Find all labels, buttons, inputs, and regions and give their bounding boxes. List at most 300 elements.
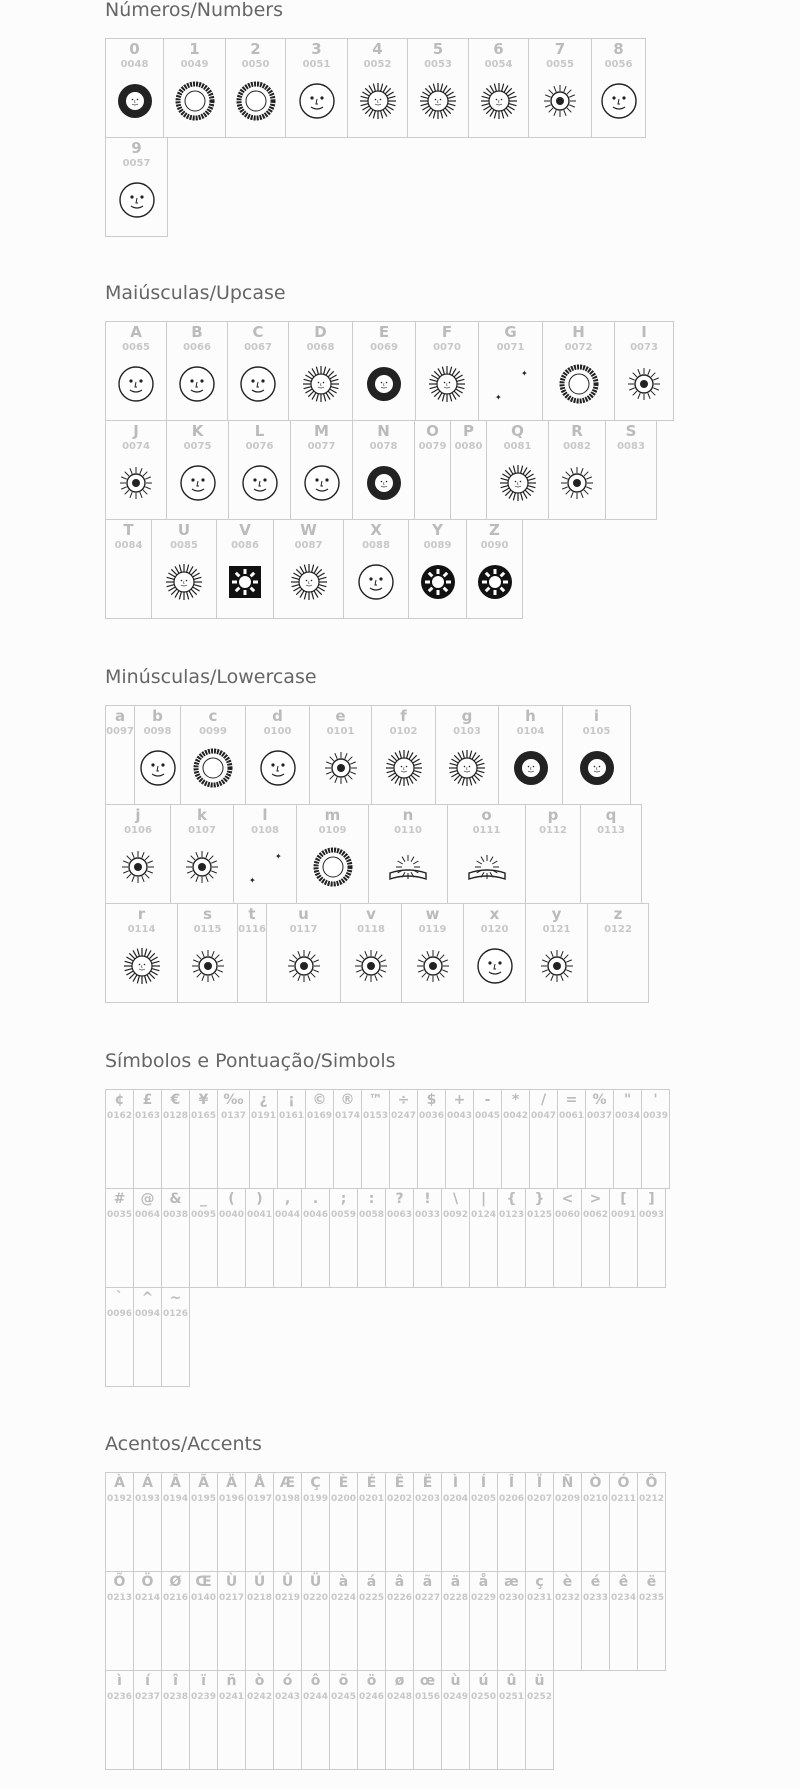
glyph-cell [469,1472,498,1572]
glyph-code: 0057 [122,158,151,169]
glyph-character: * [511,1092,520,1108]
glyph-cell [161,1188,190,1288]
svg-text:✦: ✦ [494,393,502,402]
glyph-cell [309,705,372,805]
sun-with-banner-icon [467,847,507,887]
glyph-cell [441,1670,470,1770]
glyph-character: _ [200,1191,207,1207]
glyph-cell [413,1472,442,1572]
glyph-character: ú [478,1673,489,1689]
glyph-grid [105,1089,669,1386]
glyph-code: 0075 [183,441,212,452]
glyph-character: á [366,1574,377,1590]
glyph-cell [417,1089,446,1189]
glyph-cell [245,1670,274,1770]
glyph-cell [290,420,353,520]
glyph-cell [357,1670,386,1770]
glyph-character: ë [646,1574,657,1590]
sad-moon-face-icon [238,364,278,404]
glyph-cell [237,903,267,1003]
glyph-cell [180,705,246,805]
glyph-character: \ [452,1191,459,1207]
glyph-cell [227,321,289,421]
glyph-character: â [394,1574,405,1590]
glyph-character: © [312,1092,327,1108]
glyph-character: I [641,323,647,341]
glyph-row [105,1670,665,1769]
glyph-character: ' [653,1092,658,1108]
glyph-cell [273,1472,302,1572]
wild-sun-face-icon [122,946,162,986]
glyph-code: 0049 [180,59,209,70]
glyph-character: Ø [169,1574,182,1590]
glyph-cell [525,1188,554,1288]
glyph-cell [340,903,402,1003]
glyph-character: é [590,1574,601,1590]
glyph-character: e [335,707,346,725]
glyph-character: Í [480,1475,487,1491]
section-title: Acentos/Accents [105,1433,262,1455]
glyph-code: 0191 [250,1111,277,1121]
glyph-code: 0066 [183,342,211,353]
glyph-code: 0235 [638,1593,665,1603]
glyph-code: 0233 [582,1593,609,1603]
crescent-moon-face-icon [598,946,638,986]
glyph-character: 9 [131,139,142,157]
glyph-character: ø [394,1673,405,1689]
glyph-character: D [314,323,327,341]
glyph-character: U [177,521,191,539]
glyph-character: ` [116,1290,123,1306]
dark-disc-face-icon [364,364,404,404]
glyph-code: 0217 [218,1593,245,1603]
glyph-cell [385,1472,414,1572]
glyph-character: c [208,707,218,725]
glyph-code: 0230 [498,1593,525,1603]
crescent-moon-stars-icon [245,847,285,887]
glyph-cell [245,1188,274,1288]
glyph-cell [105,137,168,237]
glyph-cell [329,1571,358,1671]
glyph-cell [301,1472,330,1572]
glyph-character: Æ [279,1475,296,1491]
glyph-code: 0123 [498,1210,525,1220]
glyph-code: 0153 [362,1111,389,1121]
glyph-character: B [191,323,203,341]
glyph-cell [473,1089,502,1189]
moon-face-icon [356,562,396,602]
glyph-code: 0093 [638,1210,665,1220]
sun-face-dark-disc-icon [115,81,155,121]
glyph-character: ñ [226,1673,237,1689]
spiky-sun-icon [479,81,519,121]
glyph-cell [501,1089,530,1189]
rayed-sun-face-icon [164,562,204,602]
glyph-cell [189,1089,218,1189]
glyph-character: ç [535,1574,544,1590]
glyph-character: Å [254,1475,265,1491]
glyph-code: 0124 [470,1210,497,1220]
glyph-character: è [562,1574,573,1590]
glyph-cell [161,1670,190,1770]
glyph-grid [105,38,645,236]
glyph-code: 0080 [454,441,483,452]
glyph-cell [450,420,487,520]
glyph-character: Z [489,521,500,539]
glyph-code: 0204 [442,1494,469,1504]
glyph-character: l [262,806,268,824]
glyph-character: 0 [129,40,140,58]
glyph-code: 0219 [274,1593,301,1603]
glyph-code: 0038 [162,1210,189,1220]
glyph-character: o [481,806,492,824]
glyph-cell [445,1089,474,1189]
glyph-character: X [370,521,382,539]
glyph-code: 0244 [302,1692,329,1702]
crescent-moon-figure-icon [591,847,631,887]
glyph-cell [609,1571,638,1671]
glyph-cell [557,1089,586,1189]
glyph-character: ^ [141,1290,154,1306]
glyph-cell [605,420,657,520]
glyph-code: 0095 [190,1210,217,1220]
crescent-moon-icon [611,463,651,503]
glyph-code: 0085 [170,540,198,551]
section-title: Minúsculas/Lowercase [105,666,317,688]
glyph-character: w [425,905,440,923]
moon-face-icon [116,364,156,404]
glyph-code: 0033 [414,1210,441,1220]
glyph-character: È [338,1475,349,1491]
glyph-grid [105,321,673,618]
glyph-character: T [123,521,134,539]
glyph-cell [285,38,348,138]
glyph-code: 0050 [241,59,270,70]
glyph-character: 8 [613,40,624,58]
glyph-code: 0241 [218,1692,245,1702]
glyph-code: 0212 [638,1494,665,1504]
glyph-code: 0041 [246,1210,273,1220]
glyph-code: 0231 [526,1593,553,1603]
glyph-character: K [191,422,204,440]
glyph-code: 0193 [134,1494,161,1504]
glyph-code: 0076 [245,441,274,452]
glyph-character: Õ [113,1574,126,1590]
glyph-row [105,38,645,137]
glyph-code: 0034 [614,1111,641,1121]
glyph-cell [641,1089,670,1189]
glyph-cell [581,1188,610,1288]
glyph-character: h [525,707,536,725]
glyph-character: î [173,1673,178,1689]
glyph-cell [296,804,369,904]
glyph-code: 0198 [274,1494,301,1504]
glyph-cell [189,1188,218,1288]
glyph-code: 0197 [246,1494,273,1504]
black-sun-disc-icon [418,562,458,602]
glyph-cell [528,38,592,138]
glyph-cell [581,1571,610,1671]
glyph-code: 0109 [318,825,347,836]
glyph-character: 4 [372,40,383,58]
glyph-character: Œ [195,1574,212,1590]
glyph-code: 0137 [220,1111,247,1121]
glyph-cell [591,38,646,138]
section-title: Maiúsculas/Upcase [105,282,286,304]
glyph-code: 0203 [414,1494,441,1504]
glyph-code: 0047 [530,1111,557,1121]
glyph-code: 0218 [246,1593,273,1603]
glyph-code: 0058 [358,1210,385,1220]
glyph-cell [133,1287,162,1387]
glyph-cell [105,420,167,520]
small-sun-icon [557,463,597,503]
glyph-character: | [480,1191,487,1207]
glyph-code: 0051 [302,59,331,70]
glyph-code: 0224 [330,1593,357,1603]
glyph-cell [525,1670,554,1770]
svg-text:✦: ✦ [249,876,256,885]
glyph-cell [133,1472,162,1572]
glyph-cell [525,804,581,904]
glyph-code: 0126 [162,1309,189,1319]
svg-text:✦: ✦ [520,369,528,378]
glyph-character: Y [432,521,443,539]
glyph-character: ô [310,1673,321,1689]
glyph-character: ¡ [288,1092,295,1108]
sun-with-banner-icon [388,847,428,887]
glyph-character: 7 [554,40,566,58]
glyph-code: 0059 [330,1210,357,1220]
moon-face-icon [178,463,218,503]
dotted-ring-sun-icon [175,81,215,121]
glyph-character: Ñ [561,1475,574,1491]
glyph-cell [228,420,291,520]
glyph-code: 0162 [106,1111,133,1121]
glyph-cell [361,1089,390,1189]
glyph-code: 0084 [114,540,143,551]
glyph-cell [105,1287,134,1387]
glyph-character: ? [395,1191,404,1207]
section-title: Números/Numbers [105,0,283,21]
glyph-cell [562,705,631,805]
sun-in-black-square-icon [225,562,265,602]
rayed-sun-face-icon [301,364,341,404]
glyph-code: 0103 [453,726,481,737]
glyph-code: 0040 [218,1210,245,1220]
glyph-cell [105,519,152,619]
glyph-character: = [565,1092,578,1108]
glyph-code: 0226 [386,1593,413,1603]
glyph-code: 0069 [370,342,398,353]
glyph-character: ï [201,1673,206,1689]
glyph-cell [151,519,217,619]
glyph-cell [401,903,464,1003]
glyph-row [105,804,648,903]
glyph-character: P [463,422,474,440]
glyph-code: 0097 [106,726,134,737]
glyph-cell [553,1472,582,1572]
glyph-character: > [589,1191,602,1207]
glyph-character: ¿ [259,1092,268,1108]
glyph-cell [525,903,588,1003]
glyph-code: 0065 [122,342,150,353]
glyph-cell [415,321,479,421]
glyph-cell [385,1670,414,1770]
moon-face-icon [240,463,280,503]
glyph-character: p [547,806,559,824]
black-sun-disc-icon [475,562,515,602]
glyph-cell [466,519,523,619]
glyph-character: Ò [589,1475,602,1491]
glyph-code: 0214 [134,1593,161,1603]
glyph-grid [105,1472,665,1769]
glyph-cell [133,1089,162,1189]
glyph-cell [166,321,228,421]
glyph-row [105,903,648,1002]
glyph-cell [497,1188,526,1288]
glyph-cell [637,1472,666,1572]
glyph-character: / [540,1092,547,1108]
glyph-code: 0081 [503,441,532,452]
glyph-cell [469,1670,498,1770]
glyph-character: H [572,323,585,341]
glyph-character: ® [340,1092,355,1108]
glyph-character: } [534,1191,545,1207]
glyph-code: 0086 [231,540,259,551]
glyph-code: 0064 [134,1210,161,1220]
glyph-cell [105,1472,134,1572]
glyph-code: 0112 [539,825,567,836]
glyph-character: Á [142,1475,153,1491]
glyph-code: 0106 [124,825,152,836]
glyph-cell [463,903,526,1003]
glyph-code: 0062 [582,1210,609,1220]
glyph-cell [525,1472,554,1572]
glyph-code: 0098 [143,726,172,737]
glyph-code: 0228 [442,1593,469,1603]
glyph-row [105,321,673,420]
glyph-character: # [113,1191,126,1207]
tree-in-disc-icon [118,847,158,887]
glyph-code: 0122 [604,924,632,935]
eye-with-rays-icon [321,748,361,788]
glyph-cell [245,1571,274,1671]
glyph-cell [105,1188,134,1288]
glyph-cell [407,38,469,138]
glyph-character: R [571,422,583,440]
glyph-character: ó [282,1673,293,1689]
glyph-character: & [169,1191,182,1207]
glyph-character: + [453,1092,466,1108]
glyph-code: 0035 [106,1210,133,1220]
glyph-cell [105,903,178,1003]
glyph-character: Ü [309,1574,322,1590]
glyph-character: € [170,1092,181,1108]
glyph-character: 2 [250,40,261,58]
glyph-code: 0105 [582,726,611,737]
glyph-code: 0234 [610,1593,637,1603]
glyph-character: % [592,1092,607,1108]
glyph-cell [357,1571,386,1671]
glyph-row [105,1287,669,1386]
glyph-cell [273,1571,302,1671]
glyph-character: d [272,707,283,725]
glyph-cell [105,705,135,805]
glyph-cell [273,1670,302,1770]
glyph-cell [435,705,499,805]
glyph-code: 0200 [330,1494,357,1504]
glyph-cell [189,1472,218,1572]
rayed-sun-face-icon [447,748,487,788]
glyph-code: 0140 [190,1593,217,1603]
section-numbers [105,0,645,236]
glyph-cell [217,1089,250,1189]
glyph-cell [333,1089,362,1189]
svg-text:✦: ✦ [275,852,282,861]
glyph-row [105,1571,665,1670]
glyph-cell [329,1472,358,1572]
glyph-cell [305,1089,334,1189]
glyph-code: 0092 [442,1210,469,1220]
glyph-character: Ö [141,1574,154,1590]
glyph-code: 0225 [358,1593,385,1603]
glyph-code: 0195 [190,1494,217,1504]
glyph-code: 0250 [470,1692,497,1702]
glyph-code: 0089 [423,540,452,551]
glyph-code: 0213 [106,1593,133,1603]
glyph-code: 0036 [418,1111,445,1121]
glyph-code: 0096 [106,1309,133,1319]
glyph-cell [357,1188,386,1288]
glyph-cell [614,321,674,421]
glyph-cell [170,804,234,904]
glyph-character: Ã [198,1475,209,1491]
glyph-code: 0196 [218,1494,245,1504]
glyph-cell [469,1571,498,1671]
glyph-cell [161,1472,190,1572]
glyph-code: 0119 [418,924,447,935]
glyph-character: k [197,806,207,824]
glyph-cell [217,1472,246,1572]
spiky-sun-icon [289,562,329,602]
crescent-star-ring-icon [559,364,599,404]
glyph-cell [273,1188,302,1288]
glyph-character: C [252,323,264,341]
glyph-cell [105,1089,134,1189]
glyph-cell [389,1089,418,1189]
section-upcase [105,283,673,618]
crescent-moon-icon [449,463,489,503]
glyph-cell [329,1670,358,1770]
glyph-cell [105,38,164,138]
glyph-character: Ä [226,1475,237,1491]
glyph-cell [189,1670,218,1770]
glyph-cell [266,903,341,1003]
ship-in-disc-icon [182,847,222,887]
glyph-cell [368,804,448,904]
glyph-code: 0246 [358,1692,385,1702]
glyph-code: 0043 [446,1111,473,1121]
glyph-character: Ô [645,1475,658,1491]
glyph-character: í [145,1673,150,1689]
glyph-character: E [378,323,390,341]
glyph-code: 0209 [554,1494,581,1504]
glyph-code: 0161 [278,1111,305,1121]
glyph-code: 0044 [274,1210,301,1220]
glyph-cell [497,1670,526,1770]
glyph-character: O [426,422,439,440]
